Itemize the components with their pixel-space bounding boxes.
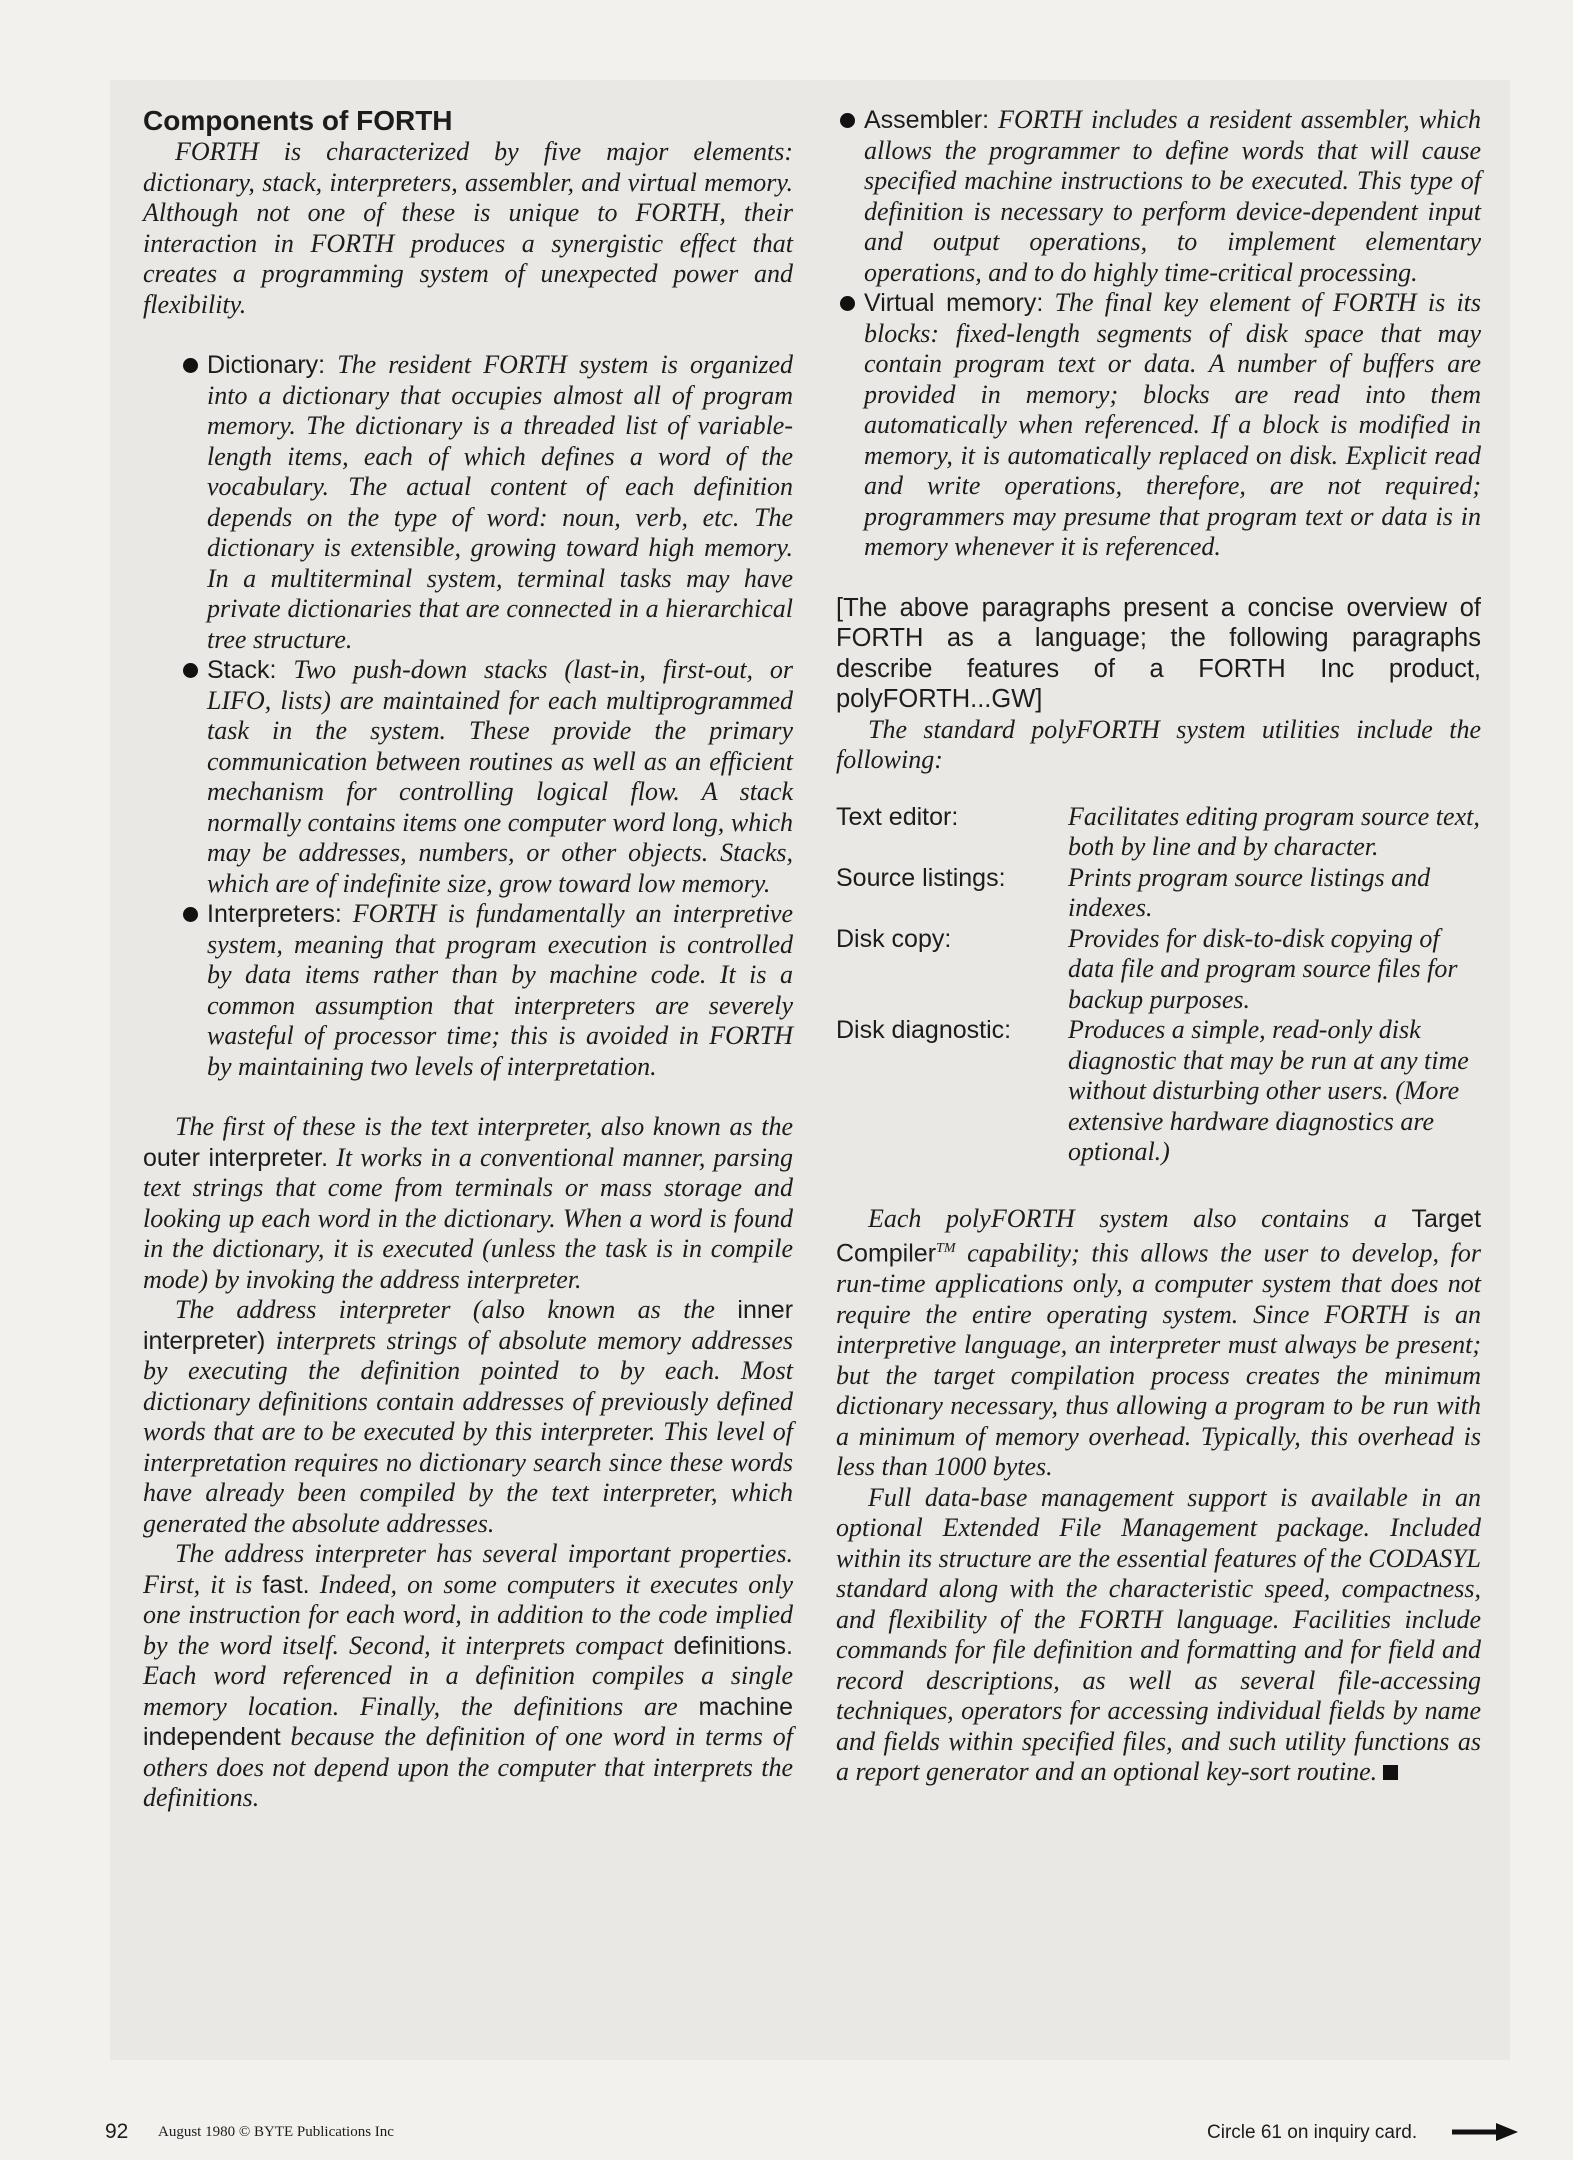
- term-label: Dictionary:: [207, 351, 326, 379]
- text-run: The address interpreter has several important properties. First, it is: [143, 1539, 793, 1599]
- inline-term: Target Compiler: [836, 1204, 1482, 1268]
- inline-term: fast.: [262, 1570, 310, 1599]
- inquiry-note: Circle 61 on inquiry card.: [1207, 2122, 1418, 2143]
- bullet-icon: [183, 663, 198, 678]
- utilities-table: [836, 802, 1481, 1168]
- list-item-dictionary: [143, 350, 793, 655]
- bullet-icon: [183, 907, 198, 922]
- editor-note: [The above paragraphs present a concise overview of FORTH as a language; the following paragraphs describe features of a FORTH Inc product, polyFORTH...GW]: [836, 593, 1481, 713]
- term-label: Stack:: [207, 656, 277, 684]
- term-label: Virtual memory:: [864, 289, 1044, 317]
- text-run: The first of these is the text interpreter, also known as the: [175, 1112, 793, 1141]
- table-row: [836, 802, 1481, 863]
- utility-name: Source listings:: [836, 863, 1006, 892]
- intro-paragraph: FORTH is characterized by five major elements: dictionary, stack, interpreters, assembler, and virtual memory. Although not one of these is unique to FORTH, their interaction in FORTH produces a synergistic effect that creates a programming system of unexpected power and flexibility.: [143, 137, 793, 319]
- inline-term: outer interpreter.: [143, 1143, 329, 1172]
- utility-name: Disk copy:: [836, 924, 952, 953]
- inline-term: definitions.: [673, 1631, 793, 1660]
- bullet-icon: [183, 358, 198, 373]
- table-row: [836, 863, 1481, 924]
- utilities-intro: The standard polyFORTH system utilities include the following:: [836, 714, 1481, 774]
- term-text: The resident FORTH system is organized into a dictionary that occupies almost all of program memory. The dictionary is a threaded list of variable-length items, each of which defines a word of the vocabulary. The actual content of each definition depends on the type of word: noun, verb, etc. The dictionary is extensible, growing toward high memory. In a multiterminal system, terminal tasks may have private dictionaries that are connected in a hierarchical tree structure.: [207, 350, 793, 654]
- utility-description: Produces a simple, read-only disk diagnostic that may be run at any time without disturbing other users. (More extensive hardware diagnostics are optional.): [1068, 1015, 1469, 1166]
- text-run: capability; this allows the user to develop, for run-time applications only, a computer system that does not require the entire operating system. Since FORTH is an interpretive language, an interpreter must always be present; but the target compilation process creates the minimum dictionary necessary, thus allowing a program to be run with a minimum of memory overhead. Typically, this overhead is less than 1000 bytes.: [836, 1238, 1481, 1482]
- byline: August 1980 © BYTE Publications Inc: [158, 2124, 394, 2140]
- utility-description: Provides for disk-to-disk copying of data file and program source files for backup purposes.: [1068, 923, 1458, 1014]
- table-row: [836, 924, 1481, 1016]
- trademark-mark: TM: [936, 1241, 956, 1256]
- text-run: Each polyFORTH system also contains a: [868, 1203, 1387, 1233]
- address-interpreter-paragraph: [143, 1295, 793, 1539]
- left-column: [143, 105, 793, 1814]
- arrow-right-icon: [1450, 2120, 1520, 2144]
- list-item-assembler: [836, 105, 1481, 288]
- list-item-virtual-memory: [836, 288, 1481, 563]
- text-run: The address interpreter (also known as the: [175, 1295, 715, 1324]
- section-heading: Components of FORTH: [143, 105, 453, 136]
- target-compiler-paragraph: [836, 1204, 1481, 1483]
- properties-paragraph: [143, 1539, 793, 1814]
- text-run: because the definition of one word in terms of others does not depend upon the computer that interprets the definitions.: [143, 1722, 793, 1812]
- text-run: Each word referenced in a definition compiles a single memory location. Finally, the definitions are: [143, 1661, 793, 1721]
- inline-term: machine independent: [143, 1692, 794, 1751]
- inline-term: inner interpreter): [143, 1296, 794, 1355]
- utility-description: Prints program source listings and indexes.: [1068, 862, 1431, 922]
- utility-name: Disk diagnostic:: [836, 1016, 1012, 1044]
- term-text: FORTH is fundamentally an interpretive system, meaning that program execution is controlled by data items rather than by machine code. It is a common assumption that interpreters are severely wasteful of processor time; this is avoided in FORTH by maintaining two levels of interpretation.: [207, 899, 794, 1081]
- term-label: Interpreters:: [207, 900, 342, 928]
- term-text: The final key element of FORTH is its blocks: fixed-length segments of disk space that may contain program text or data. A number of buffers are provided in memory; blocks are read into them automatically when referenced. If a block is modified in memory, it is automatically replaced on disk. Explicit read and write operations, therefore, are not required; programmers may presume that program text or data is in memory whenever it is referenced.: [864, 288, 1482, 561]
- list-item-interpreters: [143, 899, 793, 1082]
- right-column: [836, 105, 1481, 1788]
- bullet-icon: [840, 296, 855, 311]
- text-run: Indeed, on some computers it executes only one instruction for each word, in addition to the code implied by the word itself. Second, it interprets compact: [143, 1569, 794, 1660]
- text-run: interprets strings of absolute memory addresses by executing the definition pointed to by each. Most dictionary definitions contain addresses of previously defined words that are to be executed by this interpreter. This level of interpretation requires no dictionary search since these words have already been compiled by the text interpreter, which generated the absolute addresses.: [143, 1325, 793, 1538]
- bullet-icon: [840, 113, 855, 128]
- components-list: [143, 350, 793, 1082]
- database-paragraph: [836, 1483, 1481, 1788]
- page-number: 92: [105, 2120, 129, 2143]
- list-item-stack: [143, 655, 793, 899]
- page-footer: [0, 2120, 1573, 2150]
- term-label: Assembler:: [864, 106, 990, 134]
- utility-name: Text editor:: [836, 802, 959, 831]
- text-interpreter-paragraph: [143, 1112, 793, 1295]
- spacer: [836, 1168, 1481, 1204]
- table-row: [836, 1015, 1481, 1168]
- end-mark-icon: [1383, 1765, 1398, 1780]
- term-text: Two push-down stacks (last-in, first-out, or LIFO, lists) are maintained for each multiprogrammed task in the system. These provide the primary communication between routines as well as an efficient mechanism for controlling logical flow. A stack normally contains items one computer word long, which may be addresses, numbers, or other objects. Stacks, which are of indefinite size, grow toward low memory.: [207, 655, 793, 898]
- text-run: Full data-base management support is available in an optional Extended File Management package. Included within its structure are the essential features of the CODASYL standard along with the characteristic speed, compactness, and flexibility of the FORTH language. Facilities include commands for file definition and formatting and for field and record descriptions, as well as several file-accessing techniques, operators for accessing individual fields by name and fields within specified files, and such utility functions as a report generator and an optional key-sort routine.: [836, 1482, 1481, 1787]
- components-list-continued: [836, 105, 1481, 563]
- utility-description: Facilitates editing program source text, both by line and by character.: [1068, 801, 1480, 861]
- text-run: It works in a conventional manner, parsing text strings that come from terminals or mass storage and looking up each word in the dictionary. When a word is found in the dictionary, it is executed (unless the task is in compile mode) by invoking the address interpreter.: [143, 1142, 794, 1294]
- term-text: FORTH includes a resident assembler, which allows the programmer to define words that will cause specified machine instructions to be executed. This type of definition is necessary to perform device-dependent input and output operations, to implement elementary operations, and to do highly time-critical processing.: [864, 105, 1481, 287]
